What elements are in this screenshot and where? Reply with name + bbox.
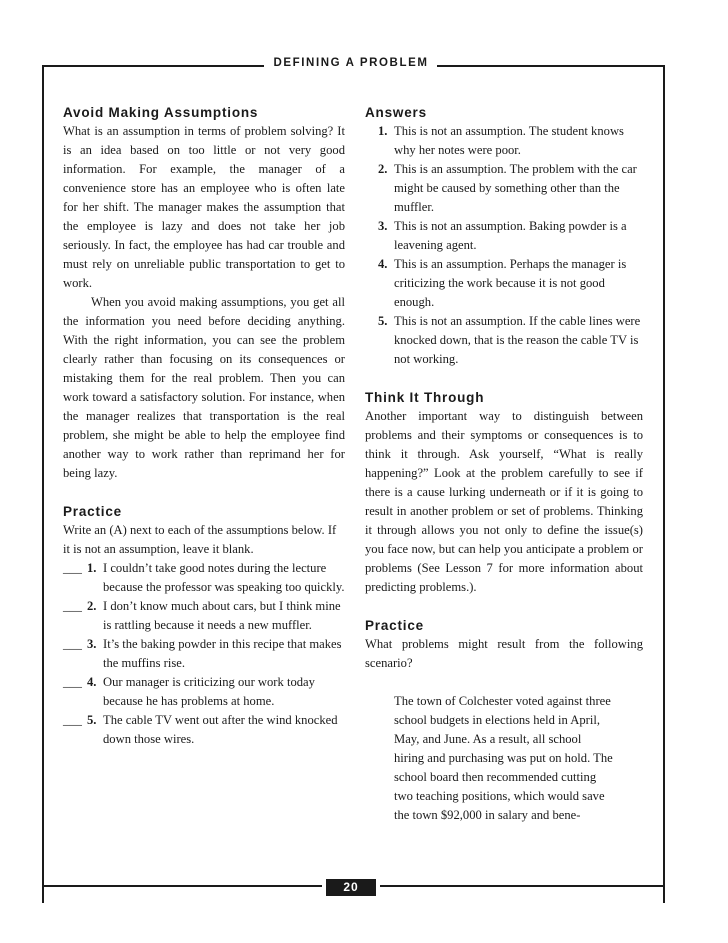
answer-blank: ___ (63, 713, 82, 727)
section-heading-think-it-through: Think It Through (365, 390, 485, 405)
practice-item (63, 673, 345, 711)
item-text: Our manager is criticizing our work today because he has problems at home. (103, 675, 315, 708)
practice-item (63, 597, 345, 635)
assumptions-paragraph-2: When you avoid making assumptions, you get all the information you need before deciding anything. With the right information, you can see the problem clearly rather than focusing on its consequences or mistaking them for the real problem. Then you can work toward a satisfactory solution. For instance, when the manager realizes that transportation is the real problem, she might be able to help the employee find another way to work rather than reprimand her for being lazy. (63, 295, 345, 480)
right-column (365, 103, 643, 825)
answer-item (365, 312, 643, 369)
item-number: 2. (87, 599, 97, 613)
answer-blank: ___ (63, 675, 82, 689)
item-text: It’s the baking powder in this recipe that makes the muffins rise. (103, 637, 342, 670)
answer-number: 4. (378, 257, 388, 271)
answer-item (365, 160, 643, 217)
answers-list (365, 122, 643, 369)
footer-rule-right (380, 885, 665, 887)
answer-number: 1. (378, 124, 388, 138)
answer-number: 5. (378, 314, 388, 328)
answer-number: 3. (378, 219, 388, 233)
answer-text: This is an assumption. The problem with the car might be caused by something other than the muffler. (394, 162, 637, 214)
section-heading-practice-right: Practice (365, 618, 424, 633)
section-heading-assumptions: Avoid Making Assumptions (63, 105, 259, 120)
item-number: 5. (87, 713, 97, 727)
section-heading-practice-left: Practice (63, 504, 122, 519)
left-column (63, 103, 345, 749)
practice-item (63, 635, 345, 673)
answer-blank: ___ (63, 561, 82, 575)
answer-blank: ___ (63, 637, 82, 651)
answer-blank: ___ (63, 599, 82, 613)
item-text: I couldn’t take good notes during the lecture because the professor was speaking too quickly. (103, 561, 345, 594)
answer-text: This is not an assumption. Baking powder is a leavening agent. (394, 219, 627, 252)
think-it-through-paragraph: Another important way to distinguish between problems and their symptoms or consequences is to think it through. Ask yourself, “What is really happening?” Look at the problem carefully to see if there is a cause lurking underneath or if it is going to result in another problem or set of problems. Thinking it through allows you not only to define the issue(s) you face now, but can help you anticipate a problem or problems (See Lesson 7 for more information about predicting problems.). (365, 409, 643, 594)
item-number: 4. (87, 675, 97, 689)
header-rule-left (42, 65, 264, 67)
item-number: 1. (87, 561, 97, 575)
practice-intro-right: What problems might result from the following scenario? (365, 637, 643, 670)
item-text: The cable TV went out after the wind knocked down those wires. (103, 713, 338, 746)
footer-rule-left (42, 885, 322, 887)
page-header-title: DEFINING A PROBLEM (273, 57, 429, 69)
answer-text: This is not an assumption. If the cable lines were knocked down, that is the reason the cable TV is not working. (394, 314, 641, 366)
answer-item (365, 217, 643, 255)
item-number: 3. (87, 637, 97, 651)
item-text: I don’t know much about cars, but I think mine is rattling because it needs a new muffler. (103, 599, 341, 632)
page-number: 20 (326, 879, 376, 896)
practice-items-list (63, 559, 345, 749)
answer-item (365, 255, 643, 312)
answer-text: This is not an assumption. The student knows why her notes were poor. (394, 124, 624, 157)
assumptions-paragraph-1: What is an assumption in terms of problem solving? It is an idea based on too little or not very good information. For example, the manager of a convenience store has an employee who is often late for her shift. The manager makes the assumption that the employee is lazy and does not take her job seriously. In fact, the employee has had car trouble and must rely on unreliable public transportation to get to work. (63, 124, 345, 290)
answer-text: This is an assumption. Perhaps the manager is criticizing the work because it is not good enough. (394, 257, 627, 309)
practice-intro-left: Write an (A) next to each of the assumptions below. If it is not an assumption, leave it blank. (63, 523, 337, 556)
answer-number: 2. (378, 162, 388, 176)
frame-left-rule (42, 65, 44, 903)
answer-item (365, 122, 643, 160)
frame-right-rule (663, 65, 665, 903)
practice-item (63, 559, 345, 597)
practice-item (63, 711, 345, 749)
scenario-text: The town of Colchester voted against three school budgets in elections held in April, May, and June. As a result, all school hiring and purchasing was put on hold. The school board then recommended cutting two teaching positions, which would save the town $92,000 in salary and bene- (394, 694, 613, 822)
section-heading-answers: Answers (365, 105, 427, 120)
header-rule-right (437, 65, 665, 67)
